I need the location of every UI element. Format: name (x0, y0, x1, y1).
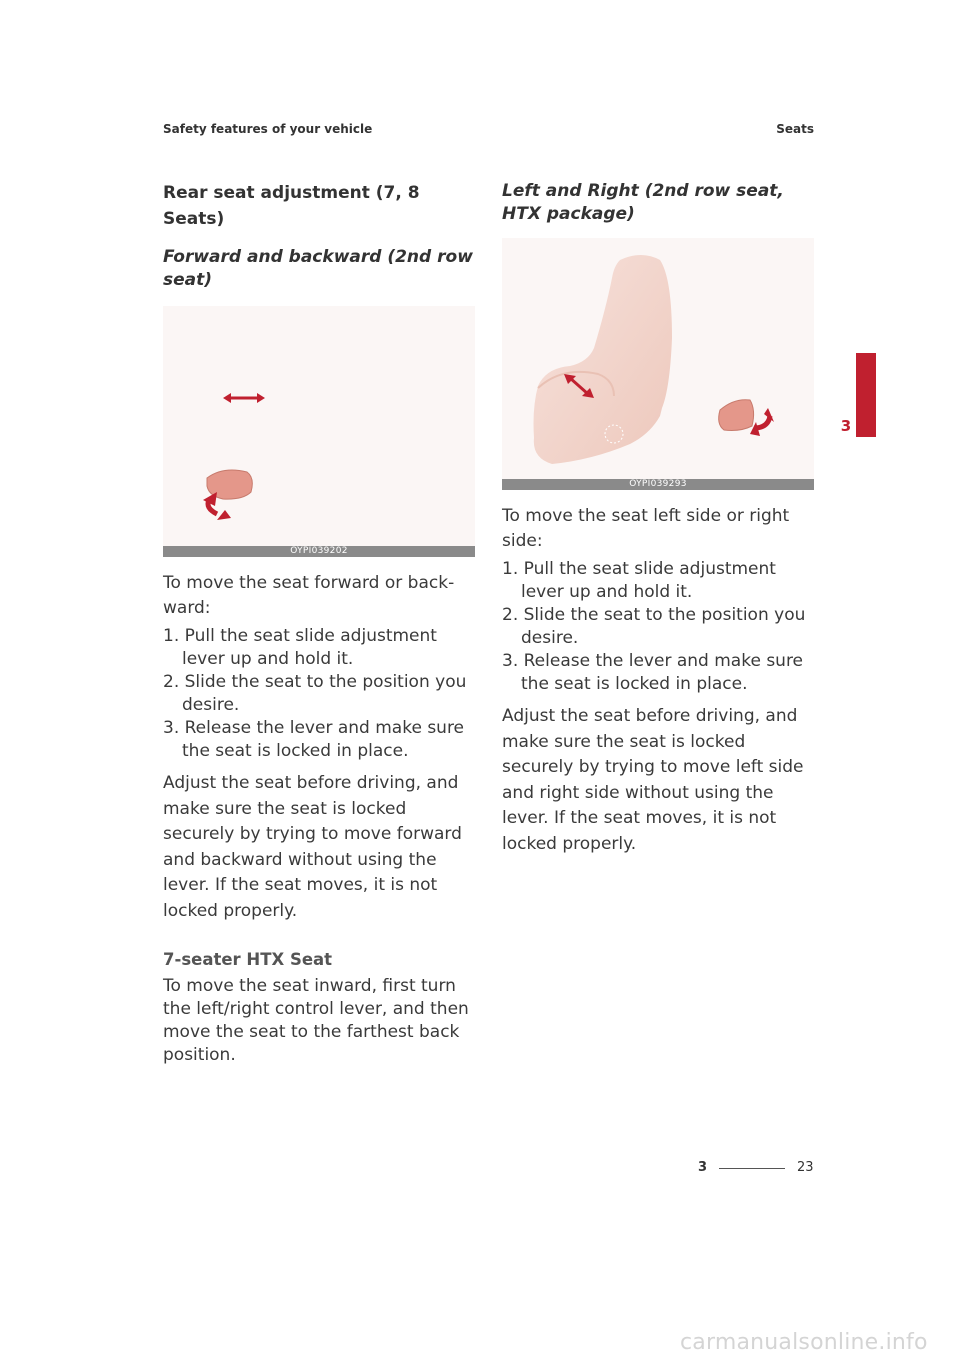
list-item: 1. Pull the seat slide adjustment lever up and hold it. (502, 559, 776, 602)
list-item: 1. Pull the seat slide adjustment lever up and hold it. (163, 626, 437, 669)
lever-icon (719, 400, 774, 436)
intro-text: To move the seat left side or right side: (502, 506, 790, 551)
intro-text: To move the seat forward or back-ward: (163, 573, 455, 618)
page-number: 23 (797, 1160, 814, 1175)
chapter-tab-number: 3 (840, 417, 852, 435)
chapter-tab (856, 353, 876, 437)
figure-code: OYPI039202 (163, 546, 475, 557)
list-item: 2. Slide the seat to the position you desire. (502, 605, 806, 648)
seat-side-illustration (502, 238, 814, 479)
figure-left-right (502, 238, 814, 490)
running-header-topic: Seats (776, 122, 814, 136)
double-arrow-icon (223, 393, 265, 403)
htx-seat-title: 7-seater HTX Seat (163, 950, 333, 969)
running-header-section: Safety features of your vehicle (163, 122, 373, 136)
htx-seat-text: To move the seat inward, first turn the left/right control lever, and then move the seat to the farthest back position. (163, 976, 469, 1065)
figure-forward-backward (163, 306, 475, 557)
steps-list (163, 625, 475, 763)
subsection-title-forward-backward: Forward and backward (2nd row seat) (163, 247, 473, 290)
seat-icon (534, 255, 673, 464)
subsection-title-left-right: Left and Right (2nd row seat, HTX package) (502, 181, 784, 224)
watermark: carmanualsonline.info (680, 1330, 928, 1355)
footer-chapter: 3 (698, 1160, 708, 1175)
list-item: 3. Release the lever and make sure the seat is locked in place. (163, 718, 465, 761)
right-column (502, 180, 814, 857)
footer-divider (719, 1168, 785, 1169)
list-item: 3. Release the lever and make sure the seat is locked in place. (502, 651, 804, 694)
slide-lever-icon (203, 470, 252, 520)
list-item: 2. Slide the seat to the position you desire. (163, 672, 467, 715)
seat-slide-illustration (163, 306, 475, 546)
left-column (163, 180, 475, 1067)
figure-code: OYPI039293 (502, 479, 814, 490)
body-paragraph: Adjust the seat before driving, and make sure the seat is locked securely by trying to move left side and right side without using the lever. If the seat moves, it is not locked properly. (502, 706, 804, 854)
section-title: Rear seat adjustment (7, 8 Seats) (163, 183, 420, 229)
body-paragraph: Adjust the seat before driving, and make sure the seat is locked securely by trying to move forward and backward without using the lever. If the seat moves, it is not locked properly. (163, 773, 462, 921)
steps-list (502, 558, 814, 696)
